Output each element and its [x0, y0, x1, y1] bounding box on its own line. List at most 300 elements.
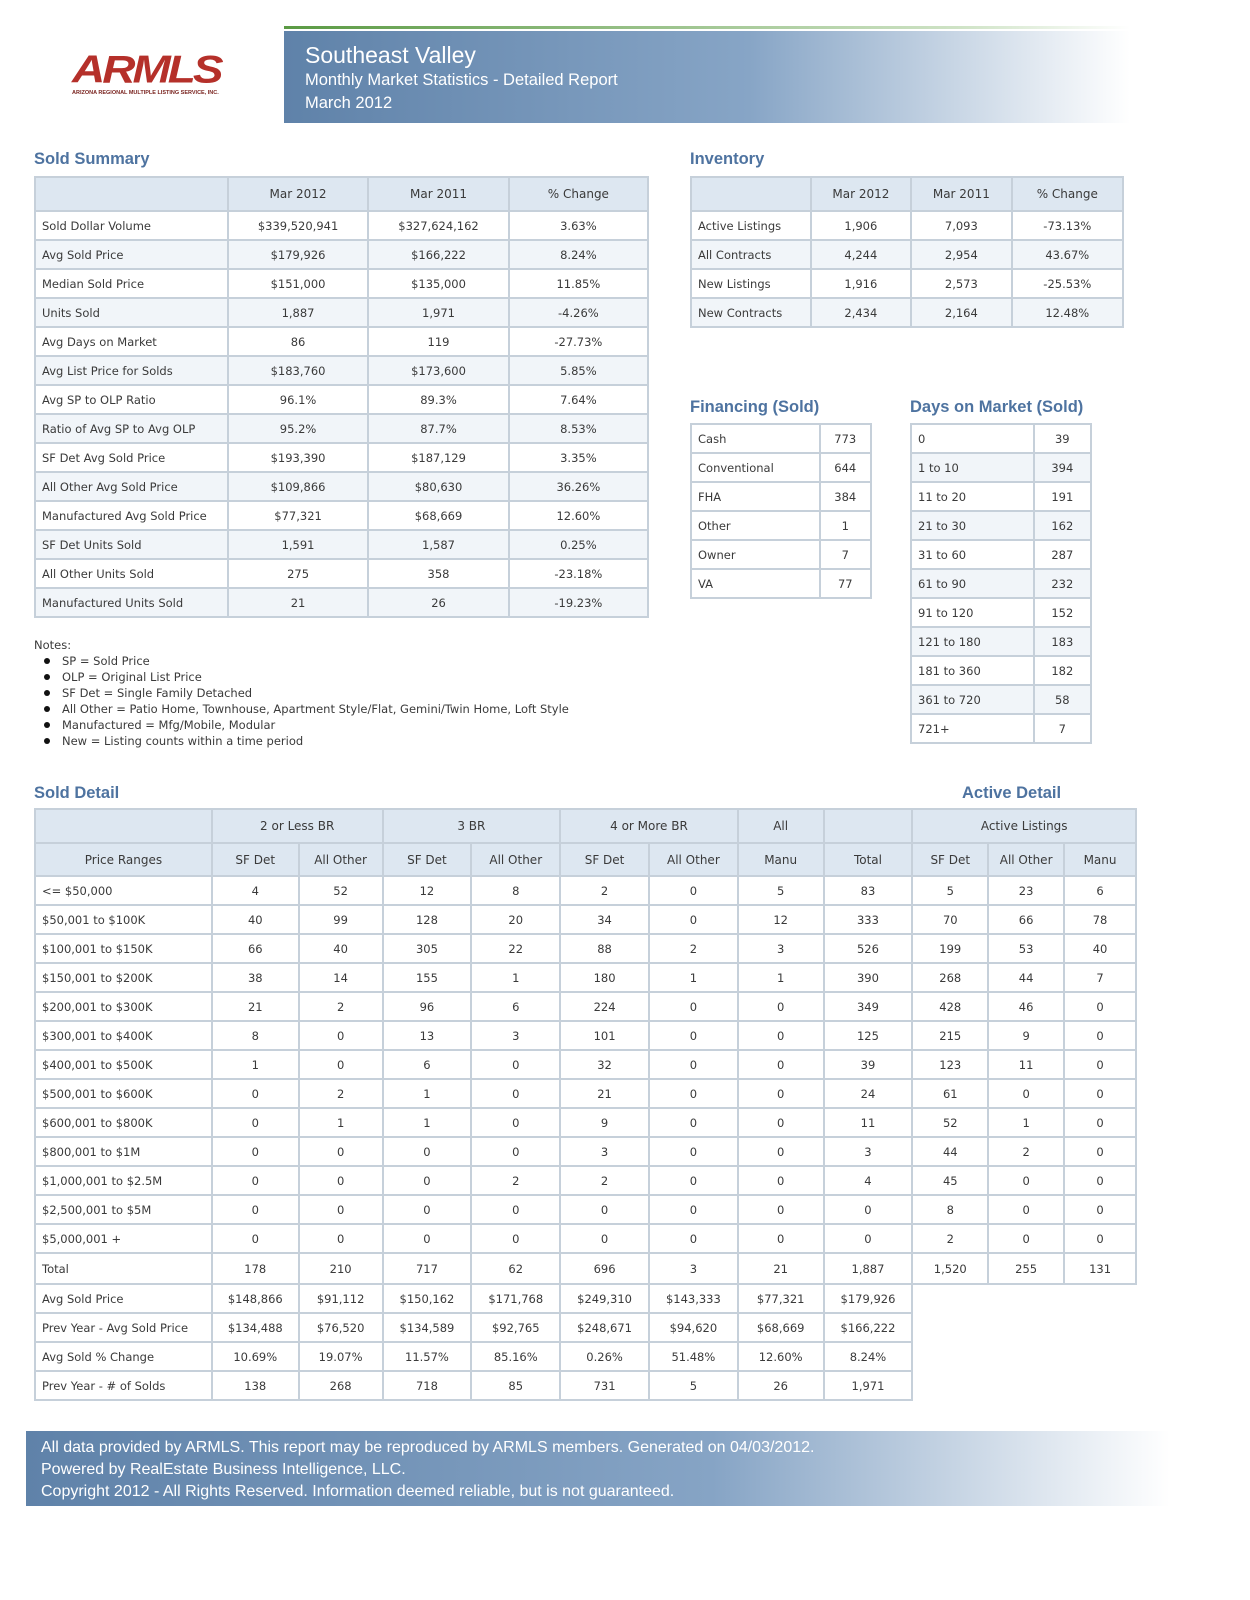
- cell-value: 2: [649, 934, 738, 963]
- cell-value: 0: [299, 1137, 383, 1166]
- table-row: [691, 540, 871, 569]
- cell-value: 0: [212, 1195, 299, 1224]
- table-row: [35, 559, 648, 588]
- report-footer: [26, 1431, 1170, 1506]
- cell-value: 0: [1064, 1108, 1136, 1137]
- cell-value: 1: [299, 1108, 383, 1137]
- cell-value: 53: [988, 934, 1064, 963]
- col-header: All Other: [471, 843, 560, 876]
- table-row: [911, 482, 1091, 511]
- table-row: [35, 1166, 1136, 1195]
- row-label: Owner: [691, 540, 820, 569]
- notes-heading: Notes:: [34, 638, 72, 652]
- table-row: [35, 385, 648, 414]
- row-label: 721+: [911, 714, 1034, 743]
- cell-value: 0: [1064, 1195, 1136, 1224]
- cell-value: 0: [738, 1224, 824, 1253]
- cell-value: $134,589: [383, 1313, 472, 1342]
- cell-value: 2: [471, 1166, 560, 1195]
- row-label: <= $50,000: [35, 876, 212, 905]
- row-label: FHA: [691, 482, 820, 511]
- cell-value: 11: [988, 1050, 1064, 1079]
- row-label: Ratio of Avg SP to Avg OLP: [35, 414, 228, 443]
- cell-value: 0: [649, 1195, 738, 1224]
- cell-value: 45: [912, 1166, 988, 1195]
- cell-value: 13: [383, 1021, 472, 1050]
- row-label: Avg SP to OLP Ratio: [35, 385, 228, 414]
- cell-value: 155: [383, 963, 472, 992]
- row-label: 121 to 180: [911, 627, 1034, 656]
- cell-value: $249,310: [560, 1284, 649, 1313]
- cell-value: 0: [738, 992, 824, 1021]
- cell-value: 123: [912, 1050, 988, 1079]
- cell-value: $109,866: [228, 472, 368, 501]
- group-header-blank: [824, 809, 913, 843]
- financing-table: [690, 423, 872, 599]
- cell-value: $92,765: [471, 1313, 560, 1342]
- cell-value: 696: [560, 1253, 649, 1284]
- cell-value: 0: [212, 1108, 299, 1137]
- cell-value: 0: [988, 1224, 1064, 1253]
- cell-value: 0: [738, 1021, 824, 1050]
- cell-value: 305: [383, 934, 472, 963]
- cell-value: 87.7%: [368, 414, 508, 443]
- cell-value: 0: [560, 1224, 649, 1253]
- cell-value: $339,520,941: [228, 211, 368, 240]
- cell-value: 96.1%: [228, 385, 368, 414]
- cell-value: 2,954: [911, 240, 1011, 269]
- row-label: Avg List Price for Solds: [35, 356, 228, 385]
- cell-value: 3.63%: [509, 211, 648, 240]
- table-row: [691, 269, 1123, 298]
- col-header: All Other: [649, 843, 738, 876]
- cell-value: 1: [820, 511, 871, 540]
- row-label: 361 to 720: [911, 685, 1034, 714]
- cell-value: 0: [649, 905, 738, 934]
- cell-value: 1: [383, 1108, 472, 1137]
- cell-value: 12: [383, 876, 472, 905]
- cell-value: 1,591: [228, 530, 368, 559]
- cell-value: 773: [820, 424, 871, 453]
- cell-value: 644: [820, 453, 871, 482]
- cell-value: 95.2%: [228, 414, 368, 443]
- table-row: [35, 588, 648, 617]
- cell-value: 215: [912, 1021, 988, 1050]
- row-label: All Other Avg Sold Price: [35, 472, 228, 501]
- cell-value: 12.60%: [509, 501, 648, 530]
- cell-value: 62: [471, 1253, 560, 1284]
- row-label: 91 to 120: [911, 598, 1034, 627]
- cell-value: 14: [299, 963, 383, 992]
- report-title: Southeast Valley: [305, 42, 476, 68]
- cell-value: 11.85%: [509, 269, 648, 298]
- cell-value: 1: [212, 1050, 299, 1079]
- cell-value: 8: [212, 1021, 299, 1050]
- row-label: Prev Year - # of Solds: [35, 1371, 212, 1400]
- row-label: $400,001 to $500K: [35, 1050, 212, 1079]
- cell-value: 0: [383, 1224, 472, 1253]
- table-row: [911, 685, 1091, 714]
- group-header: 2 or Less BR: [212, 809, 383, 843]
- cell-value: 44: [912, 1137, 988, 1166]
- group-header: Active Listings: [912, 809, 1136, 843]
- cell-value: 89.3%: [368, 385, 508, 414]
- cell-value: 0.25%: [509, 530, 648, 559]
- row-label: $300,001 to $400K: [35, 1021, 212, 1050]
- table-row: [35, 501, 648, 530]
- inventory-title: Inventory: [690, 150, 765, 168]
- cell-value: 224: [560, 992, 649, 1021]
- cell-value: 8.24%: [509, 240, 648, 269]
- cell-value: 0: [649, 1108, 738, 1137]
- cell-value: 22: [471, 934, 560, 963]
- cell-value: 51.48%: [649, 1342, 738, 1371]
- cell-value: 0: [988, 1079, 1064, 1108]
- row-label: All Contracts: [691, 240, 811, 269]
- notes-list: [44, 653, 569, 749]
- table-row: [35, 414, 648, 443]
- cell-value: 1: [383, 1079, 472, 1108]
- cell-value: 0: [988, 1166, 1064, 1195]
- table-row: [35, 1079, 1136, 1108]
- cell-value: 101: [560, 1021, 649, 1050]
- row-label: 21 to 30: [911, 511, 1034, 540]
- summary-row: [35, 1371, 1136, 1400]
- cell-value: 287: [1034, 540, 1091, 569]
- cell-value: 183: [1034, 627, 1091, 656]
- cell-value: 44: [988, 963, 1064, 992]
- row-label: Active Listings: [691, 211, 811, 240]
- cell-value: 2,434: [811, 298, 911, 327]
- cell-value: 8: [912, 1195, 988, 1224]
- logo-subtitle: ARIZONA REGIONAL MULTIPLE LISTING SERVICE, INC.: [72, 90, 219, 96]
- cell-value: 2: [988, 1137, 1064, 1166]
- cell-value: 6: [471, 992, 560, 1021]
- cell-value: 178: [212, 1253, 299, 1284]
- cell-value: $173,600: [368, 356, 508, 385]
- cell-value: 731: [560, 1371, 649, 1400]
- footer-line-3: Copyright 2012 - All Rights Reserved. Information deemed reliable, but is not guaranteed.: [41, 1483, 675, 1500]
- cell-value: 526: [824, 934, 913, 963]
- cell-value: 78: [1064, 905, 1136, 934]
- cell-value: 5: [649, 1371, 738, 1400]
- col-header: Mar 2011: [911, 177, 1011, 211]
- col-header: Mar 2012: [228, 177, 368, 211]
- armls-logo: [72, 46, 232, 100]
- cell-value: 0: [1064, 1137, 1136, 1166]
- row-label: SF Det Units Sold: [35, 530, 228, 559]
- cell-value: 7.64%: [509, 385, 648, 414]
- cell-value: 32: [560, 1050, 649, 1079]
- cell-value: $248,671: [560, 1313, 649, 1342]
- cell-value: 83: [824, 876, 913, 905]
- cell-value: 119: [368, 327, 508, 356]
- cell-value: 66: [988, 905, 1064, 934]
- cell-value: 0: [299, 1224, 383, 1253]
- cell-value: $68,669: [368, 501, 508, 530]
- table-row: [35, 327, 648, 356]
- cell-value: 0: [1064, 1021, 1136, 1050]
- cell-value: 349: [824, 992, 913, 1021]
- cell-value: 40: [1064, 934, 1136, 963]
- cell-value: 9: [560, 1108, 649, 1137]
- cell-value: $183,760: [228, 356, 368, 385]
- cell-value: 0: [471, 1079, 560, 1108]
- row-label: $50,001 to $100K: [35, 905, 212, 934]
- cell-value: 36.26%: [509, 472, 648, 501]
- table-row: [35, 269, 648, 298]
- cell-value: 7: [1034, 714, 1091, 743]
- row-label: Median Sold Price: [35, 269, 228, 298]
- cell-value: 21: [738, 1253, 824, 1284]
- cell-value: 5: [738, 876, 824, 905]
- cell-value: $77,321: [228, 501, 368, 530]
- cell-value: 46: [988, 992, 1064, 1021]
- cell-value: 394: [1034, 453, 1091, 482]
- cell-value: 77: [820, 569, 871, 598]
- cell-value: 3: [560, 1137, 649, 1166]
- cell-value: 268: [912, 963, 988, 992]
- row-label: Avg Sold Price: [35, 1284, 212, 1313]
- cell-value: $151,000: [228, 269, 368, 298]
- row-label: Prev Year - Avg Sold Price: [35, 1313, 212, 1342]
- cell-value: 26: [738, 1371, 824, 1400]
- note-item: All Other = Patio Home, Townhouse, Apartment Style/Flat, Gemini/Twin Home, Loft Style: [44, 701, 569, 717]
- cell-value: 125: [824, 1021, 913, 1050]
- cell-value: 70: [912, 905, 988, 934]
- cell-value: $179,926: [228, 240, 368, 269]
- cell-value: 96: [383, 992, 472, 1021]
- cell-value: 4,244: [811, 240, 911, 269]
- cell-value: 0: [824, 1224, 913, 1253]
- cell-value: 0: [383, 1166, 472, 1195]
- col-header: Total: [824, 843, 913, 876]
- cell-value: 0: [649, 1021, 738, 1050]
- cell-value: 384: [820, 482, 871, 511]
- cell-value: 5: [912, 876, 988, 905]
- cell-value: 1,520: [912, 1253, 988, 1284]
- cell-value: 8.24%: [824, 1342, 913, 1371]
- col-header: Mar 2012: [811, 177, 911, 211]
- cell-value: 3: [824, 1137, 913, 1166]
- cell-value: 0: [212, 1224, 299, 1253]
- cell-value: 7,093: [911, 211, 1011, 240]
- row-label: $600,001 to $800K: [35, 1108, 212, 1137]
- cell-value: 138: [212, 1371, 299, 1400]
- cell-value: $135,000: [368, 269, 508, 298]
- cell-value: 88: [560, 934, 649, 963]
- cell-value: $148,866: [212, 1284, 299, 1313]
- cell-value: 43.67%: [1012, 240, 1123, 269]
- cell-value: 199: [912, 934, 988, 963]
- cell-value: 4: [212, 876, 299, 905]
- row-label: 11 to 20: [911, 482, 1034, 511]
- report-subtitle: Monthly Market Statistics - Detailed Report: [305, 71, 618, 89]
- cell-value: 358: [368, 559, 508, 588]
- table-row: [35, 992, 1136, 1021]
- cell-value: 182: [1034, 656, 1091, 685]
- cell-value: 85.16%: [471, 1342, 560, 1371]
- days-on-market-title: Days on Market (Sold): [910, 398, 1084, 416]
- cell-value: 2: [299, 1079, 383, 1108]
- notes: [34, 637, 569, 749]
- cell-value: 0: [1064, 1079, 1136, 1108]
- cell-value: 1: [471, 963, 560, 992]
- cell-value: 2,573: [911, 269, 1011, 298]
- cell-value: -25.53%: [1012, 269, 1123, 298]
- cell-value: 0: [1064, 992, 1136, 1021]
- cell-value: 0: [383, 1137, 472, 1166]
- cell-value: 2: [912, 1224, 988, 1253]
- table-row: [35, 530, 648, 559]
- cell-value: 0: [824, 1195, 913, 1224]
- group-header: 4 or More BR: [560, 809, 738, 843]
- table-row: [35, 1137, 1136, 1166]
- table-row: [35, 356, 648, 385]
- row-label: $100,001 to $150K: [35, 934, 212, 963]
- group-header: All: [738, 809, 824, 843]
- col-header: SF Det: [560, 843, 649, 876]
- cell-value: 0: [738, 1166, 824, 1195]
- cell-value: -27.73%: [509, 327, 648, 356]
- cell-value: 0: [299, 1050, 383, 1079]
- inventory-table: [690, 176, 1124, 328]
- cell-value: 1,887: [228, 298, 368, 327]
- cell-value: 0: [1064, 1224, 1136, 1253]
- cell-value: 255: [988, 1253, 1064, 1284]
- cell-value: 1: [738, 963, 824, 992]
- cell-value: 8: [471, 876, 560, 905]
- row-label: New Contracts: [691, 298, 811, 327]
- table-row: [35, 240, 648, 269]
- cell-value: 3.35%: [509, 443, 648, 472]
- cell-value: 85: [471, 1371, 560, 1400]
- days-on-market-table: [910, 423, 1092, 744]
- cell-value: 19.07%: [299, 1342, 383, 1371]
- cell-value: 39: [824, 1050, 913, 1079]
- cell-value: 99: [299, 905, 383, 934]
- cell-value: -73.13%: [1012, 211, 1123, 240]
- table-row: [35, 1108, 1136, 1137]
- cell-value: 131: [1064, 1253, 1136, 1284]
- cell-value: 0: [649, 876, 738, 905]
- group-header-blank: [35, 809, 212, 843]
- cell-value: 34: [560, 905, 649, 934]
- cell-value: 1,887: [824, 1253, 913, 1284]
- logo-wordmark: ARMLS: [72, 46, 221, 92]
- cell-value: 11: [824, 1108, 913, 1137]
- cell-value: 0: [738, 1079, 824, 1108]
- note-item: SP = Sold Price: [44, 653, 569, 669]
- cell-value: 0: [738, 1050, 824, 1079]
- cell-value: 21: [212, 992, 299, 1021]
- table-row: [691, 569, 871, 598]
- row-label: VA: [691, 569, 820, 598]
- cell-value: 268: [299, 1371, 383, 1400]
- cell-value: $193,390: [228, 443, 368, 472]
- row-label: Units Sold: [35, 298, 228, 327]
- note-item: New = Listing counts within a time period: [44, 733, 569, 749]
- cell-value: -19.23%: [509, 588, 648, 617]
- cell-value: 4: [824, 1166, 913, 1195]
- cell-value: $77,321: [738, 1284, 824, 1313]
- col-header: % Change: [1012, 177, 1123, 211]
- col-header: Price Ranges: [35, 843, 212, 876]
- financing-title: Financing (Sold): [690, 398, 820, 416]
- cell-value: 0: [1064, 1166, 1136, 1195]
- cell-value: 3: [738, 934, 824, 963]
- sold-summary-table: [34, 176, 649, 618]
- cell-value: $134,488: [212, 1313, 299, 1342]
- row-label: Total: [35, 1253, 212, 1284]
- cell-value: 0: [738, 1195, 824, 1224]
- table-row: [911, 714, 1091, 743]
- row-label: Conventional: [691, 453, 820, 482]
- row-label: Sold Dollar Volume: [35, 211, 228, 240]
- cell-value: 1,971: [368, 298, 508, 327]
- cell-value: 24: [824, 1079, 913, 1108]
- cell-value: 0: [212, 1166, 299, 1195]
- empty-cell: [912, 1284, 1136, 1313]
- table-row: [691, 211, 1123, 240]
- cell-value: $187,129: [368, 443, 508, 472]
- col-header: SF Det: [212, 843, 299, 876]
- cell-value: $91,112: [299, 1284, 383, 1313]
- cell-value: 0: [649, 1166, 738, 1195]
- cell-value: 6: [1064, 876, 1136, 905]
- summary-row: [35, 1284, 1136, 1313]
- cell-value: 12.48%: [1012, 298, 1123, 327]
- row-label: $200,001 to $300K: [35, 992, 212, 1021]
- cell-value: 0: [649, 992, 738, 1021]
- cell-value: 718: [383, 1371, 472, 1400]
- row-label: $1,000,001 to $2.5M: [35, 1166, 212, 1195]
- table-row: [911, 424, 1091, 453]
- col-header: % Change: [509, 177, 648, 211]
- table-row: [911, 453, 1091, 482]
- summary-row: [35, 1313, 1136, 1342]
- col-header: Mar 2011: [368, 177, 508, 211]
- table-row: [35, 1021, 1136, 1050]
- cell-value: 0: [212, 1079, 299, 1108]
- cell-value: -4.26%: [509, 298, 648, 327]
- cell-value: $68,669: [738, 1313, 824, 1342]
- cell-value: 6: [383, 1050, 472, 1079]
- cell-value: 21: [228, 588, 368, 617]
- table-row: [35, 472, 648, 501]
- empty-cell: [912, 1313, 1136, 1342]
- row-label: Avg Days on Market: [35, 327, 228, 356]
- cell-value: 0: [299, 1166, 383, 1195]
- cell-value: 0: [649, 1079, 738, 1108]
- table-row: [691, 298, 1123, 327]
- row-label: Manufactured Avg Sold Price: [35, 501, 228, 530]
- cell-value: 58: [1034, 685, 1091, 714]
- cell-value: 40: [212, 905, 299, 934]
- table-row: [691, 424, 871, 453]
- table-row: [35, 1195, 1136, 1224]
- cell-value: 2: [560, 876, 649, 905]
- summary-row: [35, 1342, 1136, 1371]
- row-label: Cash: [691, 424, 820, 453]
- report-header: [284, 31, 1130, 123]
- cell-value: 428: [912, 992, 988, 1021]
- table-row: [691, 453, 871, 482]
- cell-value: 210: [299, 1253, 383, 1284]
- row-label: Avg Sold Price: [35, 240, 228, 269]
- cell-value: $94,620: [649, 1313, 738, 1342]
- row-label: SF Det Avg Sold Price: [35, 443, 228, 472]
